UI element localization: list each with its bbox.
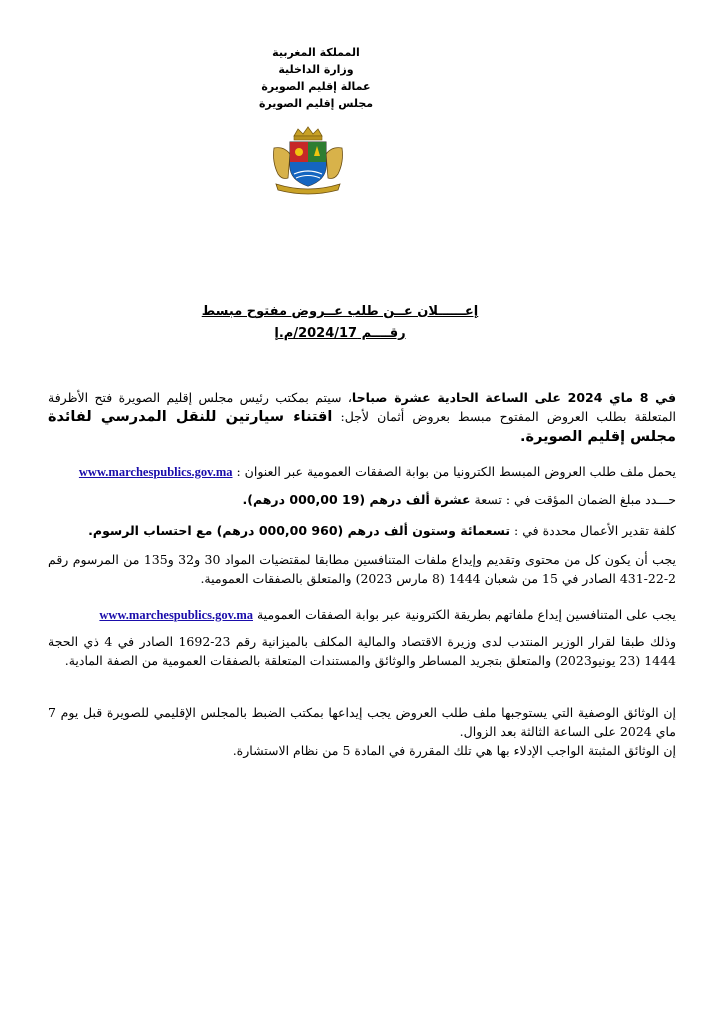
tender-object: اقتناء سيارتين للنقل المدرسي لفائدة مجلس إقليم الصويرة. [48,409,676,445]
notice-title: إعــــــلان عــن طلب عــروض مفتوح مبسط [201,304,479,319]
estimate-label: كلفة تقدير الأعمال محددة في : [510,523,676,538]
issuer-header [256,44,376,112]
header-line-council: مجلس إقليم الصويرة [258,97,374,110]
paragraph-opening [48,388,676,447]
paragraph-guarantee [48,490,676,509]
header-line-kingdom: المملكة المغربية [272,46,360,59]
opening-text: ، سيتم بمكتب رئيس مجلس إقليم الصويرة فتح الأظرفة المتعلقة بطلب العروض المفتوح مبسط بعروض أثمان لأجل: [48,390,677,424]
opening-date-time: في 8 ماي 2024 على الساعة الحادية عشرة صباحا [351,390,677,405]
portal-link[interactable]: www.marchespublics.gov.ma [78,465,233,479]
documents-proof: إن الوثائق المثبتة الواجب الإدلاء بها هي تلك المقررة في المادة 5 من نظام الاستشارة. [232,743,676,758]
paragraph-estimate [48,521,676,540]
download-text: يحمل ملف طلب العروض المبسط الكترونيا من بوابة الصفقات العمومية عبر العنوان : [232,464,676,479]
portal-link-2[interactable]: www.marchespublics.gov.ma [99,608,253,622]
guarantee-amount: عشرة ألف درهم (19 000,00 درهم). [242,492,471,507]
notice-number: رقــــم 2024/17/م.إ [274,326,406,341]
coat-of-arms-emblem [268,126,348,196]
paragraph-electronic [48,605,676,625]
electronic-text: يجب على المتنافسين إيداع ملفاتهم بطريقة الكترونية عبر بوابة الصفقات العمومية [253,607,676,622]
estimate-amount: تسعمائة وستون ألف درهم (960 000,00 درهم) مع احتساب الرسوم. [88,523,511,538]
paragraph-content: يجب أن يكون كل من محتوى وتقديم وإيداع ملفات المتنافسين مطابقا لمقتضيات المواد 30 و32 و135 من المرسوم رقم 2-22-431 الصادر في 15 من شعبان 1444 (8 مارس 2023) والمتعلق بالصفقات العمومية. [48,552,676,586]
paragraph-documents [48,703,676,760]
paragraph-download [48,462,676,482]
documents-deposit: إن الوثائق الوصفية التي يستوجبها ملف طلب العروض يجب إيداعها بمكتب الضبط بالمجلس الإقليمي للصويرة قبل يوم 7 ماي 2024 على الساعة الثالثة بعد الزوال. [48,705,676,739]
header-line-ministry: وزارة الداخلية [278,63,354,76]
paragraph-decree: وذلك طبقا لقرار الوزير المنتدب لدى وزيرة الاقتصاد والمالية المكلف بالميزانية رقم 23-1692 الصادر في 4 ذي الحجة 1444 (23 يونيو2023) والمتعلق بتجريد المساطر والوثائق والمستندات المتعلقة بالصفقات العمومية من الصفة المادية. [48,634,676,668]
guarantee-label: حـــدد مبلغ الضمان المؤقت في : تسعة [470,492,676,507]
header-line-prefecture: عمالة إقليم الصويرة [261,80,371,93]
